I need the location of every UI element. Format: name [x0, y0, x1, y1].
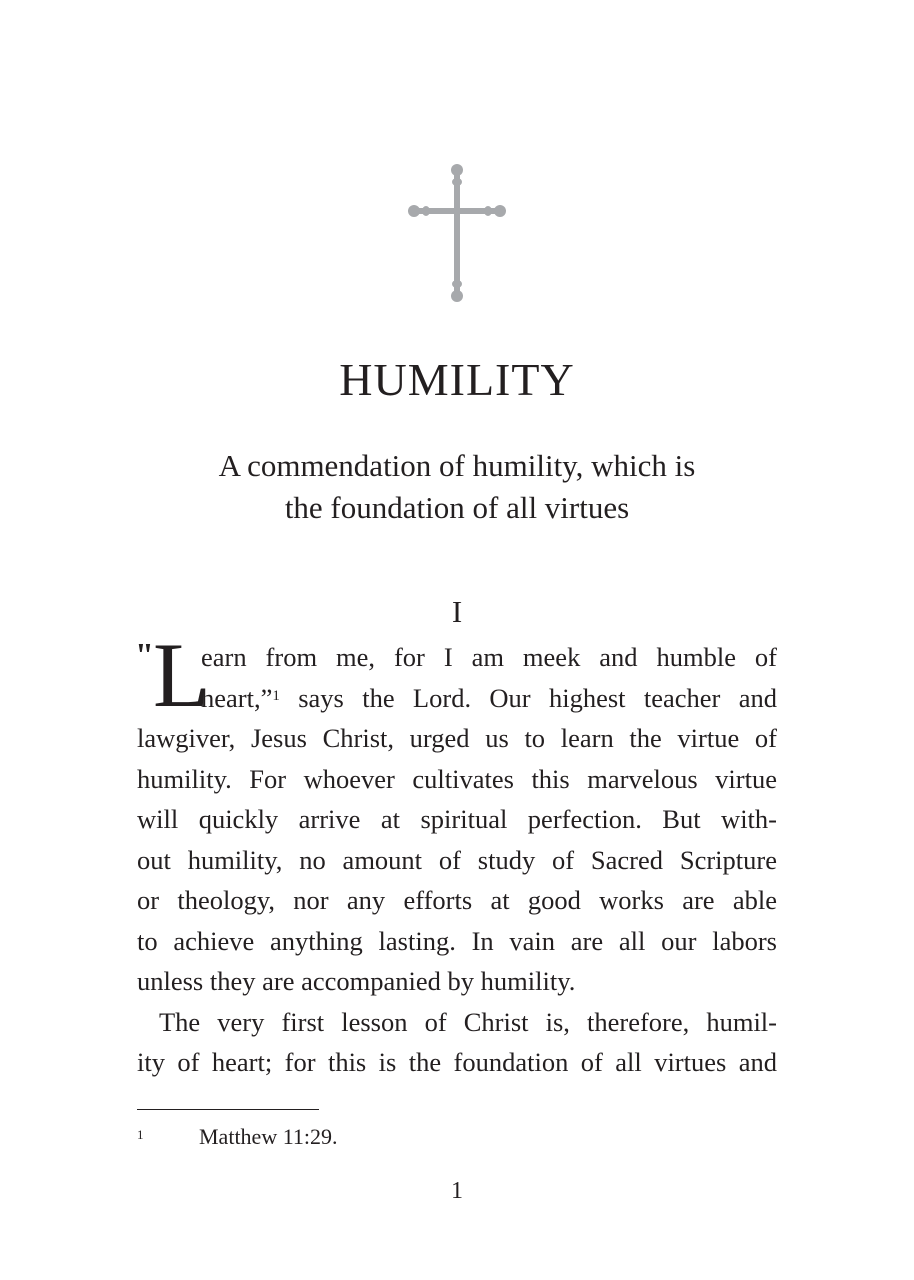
opening-paragraph — [135, 624, 777, 1002]
body-line-text: says the Lord. Our highest teacher and — [279, 682, 777, 713]
body-line: or theology, nor any efforts at good works are able — [137, 885, 777, 915]
second-paragraph — [137, 1002, 777, 1083]
subtitle-line: A commendation of humility, which is — [218, 448, 696, 483]
subtitle-line: the foundation of all virtues — [284, 490, 630, 525]
body-line: will quickly arrive at spiritual perfection. But with- — [137, 804, 777, 834]
section-numeral: I — [451, 594, 463, 629]
body-line: earn from me, for I am meek and humble of — [201, 642, 777, 672]
page-number: 1 — [451, 1178, 463, 1204]
drop-cap: L — [153, 624, 210, 726]
body-line: out humility, no amount of study of Sacred Scripture — [137, 844, 777, 875]
body-line: lawgiver, Jesus Christ, urged us to learn the virtue of — [137, 723, 777, 753]
body-line: ity of heart; for this is the foundation of all virtues and — [137, 1047, 777, 1077]
opening-quote: " — [135, 637, 154, 674]
chapter-subtitle — [137, 445, 777, 529]
body-text — [135, 624, 777, 1083]
footnote-rule — [137, 1109, 319, 1110]
footnote-text: Matthew 11:29. — [199, 1124, 338, 1149]
body-line: to achieve anything lasting. In vain are all our labors — [137, 925, 777, 956]
body-line — [137, 678, 777, 719]
body-line: humility. For whoever cultivates this marvelous virtue — [137, 763, 777, 794]
chapter-title: HUMILITY — [339, 354, 575, 405]
body-line: The very first lesson of Christ is, therefore, humil- — [159, 1006, 777, 1037]
cross-icon — [406, 162, 508, 304]
footnote-mark: 1 — [137, 1127, 144, 1142]
body-line-text: heart,” — [201, 682, 273, 713]
footnote-reference: 1 — [272, 687, 280, 704]
body-line: unless they are accompanied by humility. — [137, 966, 576, 996]
